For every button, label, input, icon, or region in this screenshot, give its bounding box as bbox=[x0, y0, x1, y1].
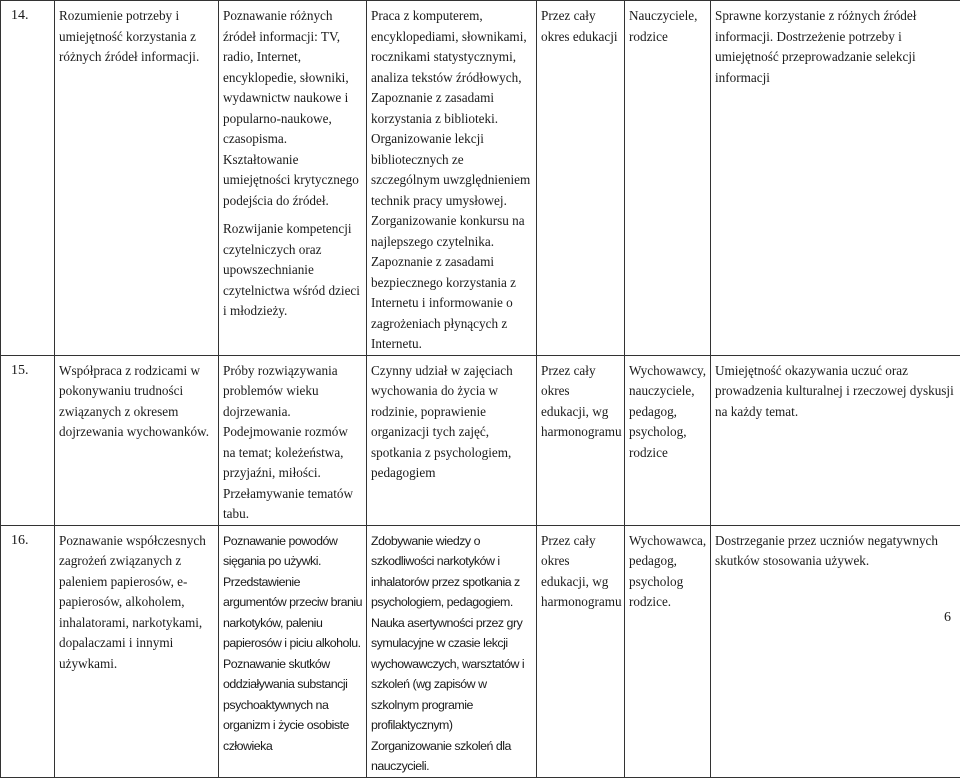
content-paragraph: Poznawanie różnych źródeł informacji: TV, radio, Internet, encyklopedie, słowniki, wydawnictw naukowe i popularno-naukowe, czasopisma. Kształtowanie umiejętności krytycznego podejścia do źródeł. bbox=[223, 6, 362, 211]
forms-cell: Zdobywanie wiedzy o szkodliwości narkotyków i inhalatorów przez spotkania z psychologiem, pedagogiem. Nauka asertywności przez gry symulacyjne w czasie lekcji wychowawczych, warsztatów i szkoleń (wg zapisów w szkolnym programie profilaktycznym) Zorganizowanie szkoleń dla nauczycieli. bbox=[367, 525, 537, 777]
task-cell: Współpraca z rodzicami w pokonywaniu trudności związanych z okresem dojrzewania wychowanków. bbox=[55, 355, 219, 525]
forms-cell: Praca z komputerem, encyklopediami, słownikami, rocznikami statystycznymi, analiza tekstów źródłowych, Zapoznanie z zasadami korzystania z biblioteki. Organizowanie lekcji bibliotecznych ze szczególnym uwzględnieniem technik pracy umysłowej. Zorganizowanie konkursu na najlepszego czytelnika. Zapoznanie z zasadami bezpiecznego korzystania z Internetu i informowanie o zagrożeniach płynących z Internetu. bbox=[367, 1, 537, 356]
row-number: 14. bbox=[1, 1, 55, 356]
content-cell: Próby rozwiązywania problemów wieku dojrzewania. Podejmowanie rozmów na temat; koleżeństwa, przyjaźni, miłości. Przełamywanie tematów tabu. bbox=[219, 355, 367, 525]
content-cell bbox=[219, 1, 367, 356]
effects-cell: Sprawne korzystanie z różnych źródeł informacji. Dostrzeżenie potrzeby i umiejętność przeprowadzanie selekcji informacji bbox=[711, 1, 960, 356]
deadline-cell: Przez cały okres edukacji, wg harmonogramu bbox=[537, 355, 625, 525]
task-cell: Poznawanie współczesnych zagrożeń związanych z paleniem papierosów, e-papierosów, alkoholem, inhalatorami, narkotykami, dopalaczami i innymi używkami. bbox=[55, 525, 219, 777]
content-cell: Poznawanie powodów sięgania po używki. Przedstawienie argumentów przeciw braniu narkotyków, paleniu papierosów i piciu alkoholu. Poznawanie skutków oddziaływania substancji psychoaktywnych na organizm i życie osobiste człowieka bbox=[219, 525, 367, 777]
row-number: 15. bbox=[1, 355, 55, 525]
table-row bbox=[1, 525, 960, 777]
row-number: 16. bbox=[1, 525, 55, 777]
task-cell: Rozumienie potrzeby i umiejętność korzystania z różnych źródeł informacji. bbox=[55, 1, 219, 356]
effects-cell: Dostrzeganie przez uczniów negatywnych skutków stosowania używek. bbox=[711, 525, 960, 777]
responsible-cell: Wychowawca, pedagog, psycholog rodzice. bbox=[625, 525, 711, 777]
page-number: 6 bbox=[944, 610, 951, 626]
deadline-cell: Przez cały okres edukacji, wg harmonogramu bbox=[537, 525, 625, 777]
responsible-cell: Nauczyciele, rodzice bbox=[625, 1, 711, 356]
table-row bbox=[1, 355, 960, 525]
content-paragraph: Rozwijanie kompetencji czytelniczych oraz upowszechnianie czytelnictwa wśród dzieci i młodzieży. bbox=[223, 219, 362, 322]
table-row bbox=[1, 1, 960, 356]
forms-cell: Czynny udział w zajęciach wychowania do życia w rodzinie, poprawienie organizacji tych zajęć, spotkania z psychologiem, pedagogiem bbox=[367, 355, 537, 525]
deadline-cell: Przez cały okres edukacji bbox=[537, 1, 625, 356]
effects-cell: Umiejętność okazywania uczuć oraz prowadzenia kulturalnej i rzeczowej dyskusji na każdy temat. bbox=[711, 355, 960, 525]
responsible-cell: Wychowawcy, nauczyciele, pedagog, psycholog, rodzice bbox=[625, 355, 711, 525]
